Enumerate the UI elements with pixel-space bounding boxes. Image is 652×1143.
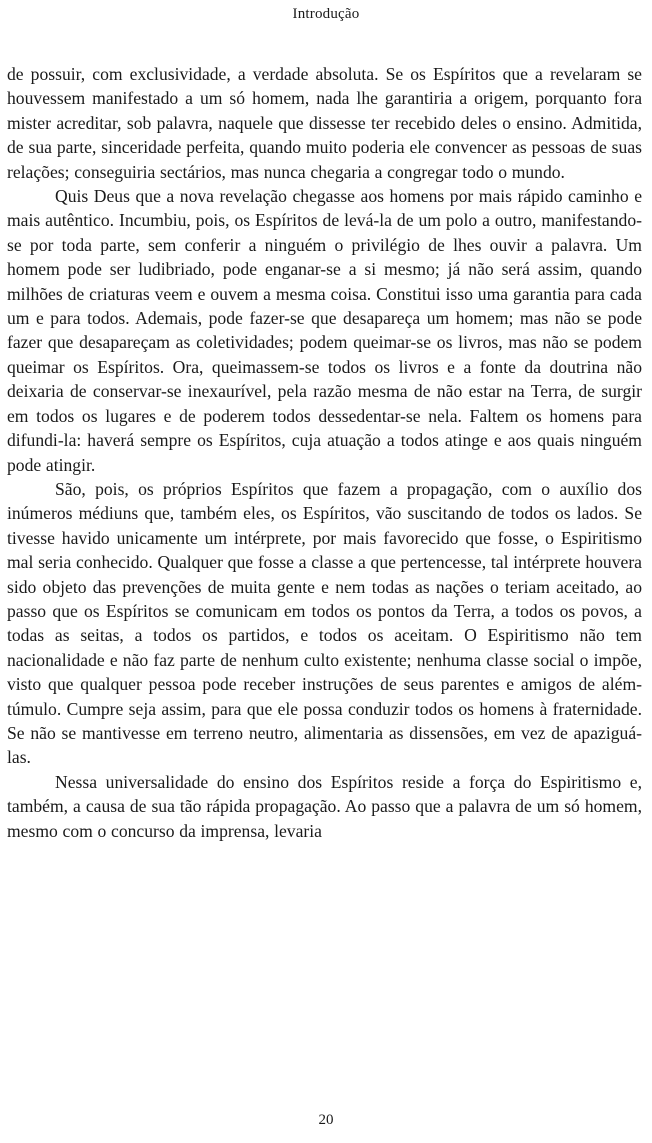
page-body-text: [7, 62, 642, 843]
page-number: 20: [318, 1112, 334, 1128]
paragraph-propagation: São, pois, os próprios Espíritos que fazem a propagação, com o auxílio dos inúmeros médiuns que, também eles, os Espíritos, vão suscitando de todos os lados. Se tivesse havido unicamente um intérprete, por mais favorecido que fosse, o Espiritismo mal seria conhecido. Qualquer que fosse a classe a que pertencesse, tal intérprete houvera sido objeto das prevenções de muita gente e nem todas as nações o teriam aceitado, ao passo que os Espíritos se comunicam em todos os pontos da Terra, a todos os povos, a todas as seitas, a todos os partidos, e todos os aceitam. O Espiritismo não tem nacionalidade e não faz parte de nenhum culto existente; nenhuma classe social o impõe, visto que qualquer pessoa pode receber instruções de seus parentes e amigos de além-túmulo. Cumpre seja assim, para que ele possa conduzir todos os homens à fraternidade. Se não se mantivesse em terreno neutro, alimentaria as dissensões, em vez de apaziguá-las.: [7, 478, 642, 768]
paragraph-universality: Nessa universalidade do ensino dos Espíritos reside a força do Espiritismo e, também, a causa de sua tão rápida propagação. Ao passo que a palavra de um só homem, mesmo com o concurso da imprensa, levaria: [7, 771, 642, 841]
running-header: Introdução: [292, 6, 360, 22]
paragraph-revelation: Quis Deus que a nova revelação chegasse aos homens por mais rápido caminho e mais autêntico. Incumbiu, pois, os Espíritos de levá-la de um polo a outro, manifestando-se por toda parte, sem conferir a ninguém o privilégio de lhes ouvir a palavra. Um homem pode ser ludibriado, pode enganar-se a si mesmo; já não será assim, quando milhões de criaturas veem e ouvem a mesma coisa. Constitui isso uma garantia para cada um e para todos. Ademais, pode fazer-se que desapareça um homem; mas não se pode fazer que desapareçam as coletividades; podem queimar-se os livros, mas não se podem queimar os Espíritos. Ora, queimassem-se todos os livros e a fonte da doutrina não deixaria de conservar-se inexaurível, pela razão mesma de não estar na Terra, de surgir em todos os lugares e de poderem todos dessedentar-se nela. Faltem os homens para difundi-la: haverá sempre os Espíritos, cuja atuação a todos atinge e aos quais ninguém pode atingir.: [7, 186, 642, 475]
paragraph-continuation: de possuir, com exclusividade, a verdade absoluta. Se os Espíritos que a revelaram se houvessem manifestado a um só homem, nada lhe garantiria a origem, porquanto fora mister acreditar, sob palavra, naquele que dissesse ter recebido deles o ensino. Admitida, de sua parte, sinceridade perfeita, quando muito poderia ele convencer as pessoas de suas relações; conseguiria sectários, mas nunca chegaria a congregar todo o mundo.: [7, 64, 642, 182]
